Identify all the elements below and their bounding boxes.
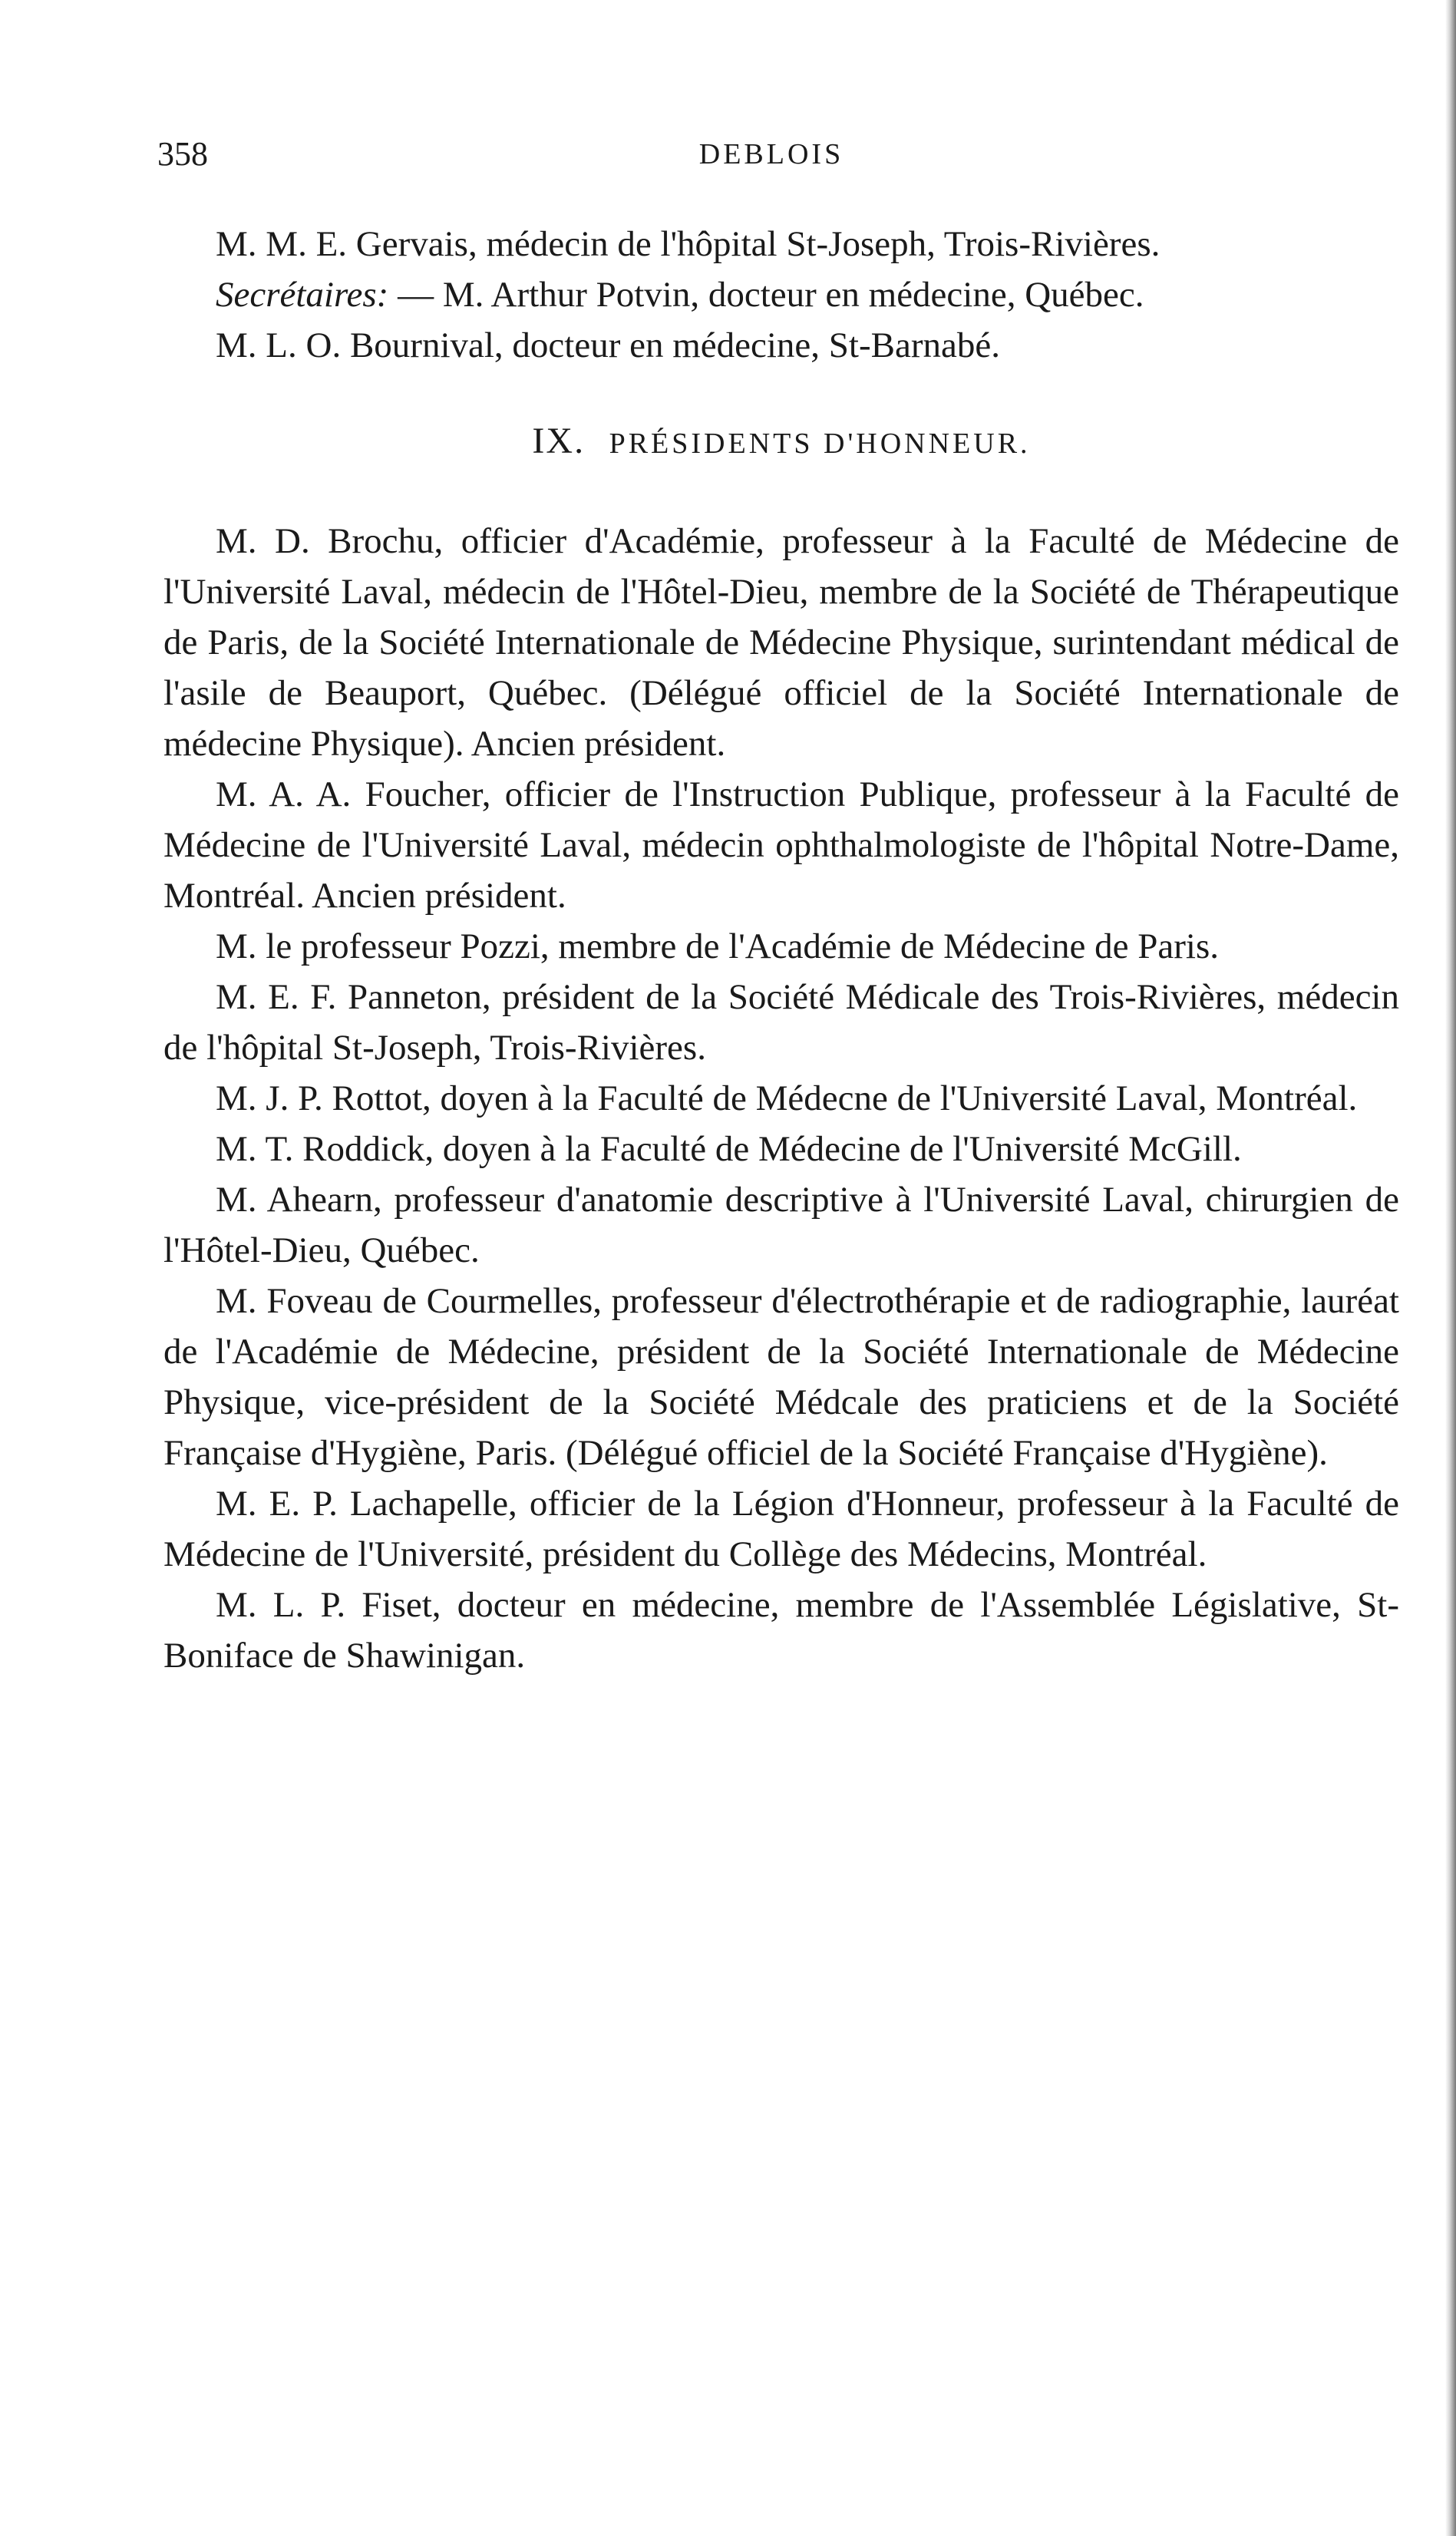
body-text: [163, 219, 1399, 1681]
paragraph-text: M. T. Roddick, doyen à la Faculté de Médecine de l'Université McGill.: [216, 1129, 1242, 1169]
paragraph-text: M. E. P. Lachapelle, officier de la Légion d'Honneur, professeur à la Faculté de Médecine de l'Université, président du Collège des Médecins, Montréal.: [163, 1484, 1399, 1574]
paragraph-foveau: [163, 1276, 1399, 1478]
paragraph-text: M. Foveau de Courmelles, professeur d'électrothérapie et de radiographie, lauréat de l'Académie de Médecine, président de la Société Internationale de Médecine Physique, vice-président de la Société Médcale des praticiens et de la Société Française d'Hygiène, Paris. (Délégué officiel de la Société Française d'Hygiène).: [163, 1281, 1399, 1473]
paragraph-panneton: [163, 972, 1399, 1073]
paragraph-gervais: [163, 219, 1399, 269]
paragraph-text: — M. Arthur Potvin, docteur en médecine, Québec.: [388, 275, 1144, 315]
paragraph-ahearn: [163, 1174, 1399, 1276]
section-title: PRÉSIDENTS D'HONNEUR.: [609, 428, 1031, 460]
paragraph-text: M. M. E. Gervais, médecin de l'hôpital St-Joseph, Trois-Rivières.: [216, 224, 1161, 264]
section-numeral: IX.: [532, 421, 586, 461]
paragraph-text: M. D. Brochu, officier d'Académie, professeur à la Faculté de Médecine de l'Université Laval, médecin de l'Hôtel-Dieu, membre de la Société de Thérapeutique de Paris, de la Société Internationale de Médecine Physique, surintendant médical de l'asile de Beauport, Québec. (Délégué officiel de la Société Internationale de médecine Physique). Ancien président.: [163, 521, 1399, 764]
paragraph-text: M. A. A. Foucher, officier de l'Instruction Publique, professeur à la Faculté de Médecine de l'Université Laval, médecin ophthalmologiste de l'hôpital Notre-Dame, Montréal. Ancien président.: [163, 774, 1399, 916]
paragraph-bournival: [163, 320, 1399, 371]
paragraph-roddick: [163, 1124, 1399, 1174]
running-head: DEBLOIS: [698, 138, 844, 170]
paragraph-text: M. le professeur Pozzi, membre de l'Académie de Médecine de Paris.: [216, 926, 1220, 966]
paragraph-rottot: [163, 1073, 1399, 1124]
paragraph-secretaires: [163, 269, 1399, 320]
page-edge-shadow: [1445, 0, 1456, 2536]
paragraph-text: M. Ahearn, professeur d'anatomie descriptive à l'Université Laval, chirurgien de l'Hôtel-Dieu, Québec.: [163, 1180, 1399, 1270]
section-heading: [163, 418, 1399, 467]
page-header: [157, 134, 1385, 180]
paragraph-foucher: [163, 769, 1399, 921]
paragraph-text: M. L. O. Bournival, docteur en médecine, St-Barnabé.: [216, 325, 1000, 365]
paragraph-text: M. J. P. Rottot, doyen à la Faculté de Médecne de l'Université Laval, Montréal.: [216, 1078, 1358, 1118]
paragraph-pozzi: [163, 921, 1399, 972]
paragraph-text: M. L. P. Fiset, docteur en médecine, membre de l'Assemblée Législative, St-Boniface de Shawinigan.: [163, 1585, 1399, 1676]
paragraph-text: M. E. F. Panneton, président de la Société Médicale des Trois-Rivières, médecin de l'hôpital St-Joseph, Trois-Rivières.: [163, 977, 1399, 1068]
secretaires-label: Secrétaires:: [216, 275, 389, 315]
paragraph-brochu: [163, 516, 1399, 769]
page-number: 358: [157, 135, 208, 173]
paragraph-lachapelle: [163, 1478, 1399, 1580]
paragraph-fiset: [163, 1580, 1399, 1681]
